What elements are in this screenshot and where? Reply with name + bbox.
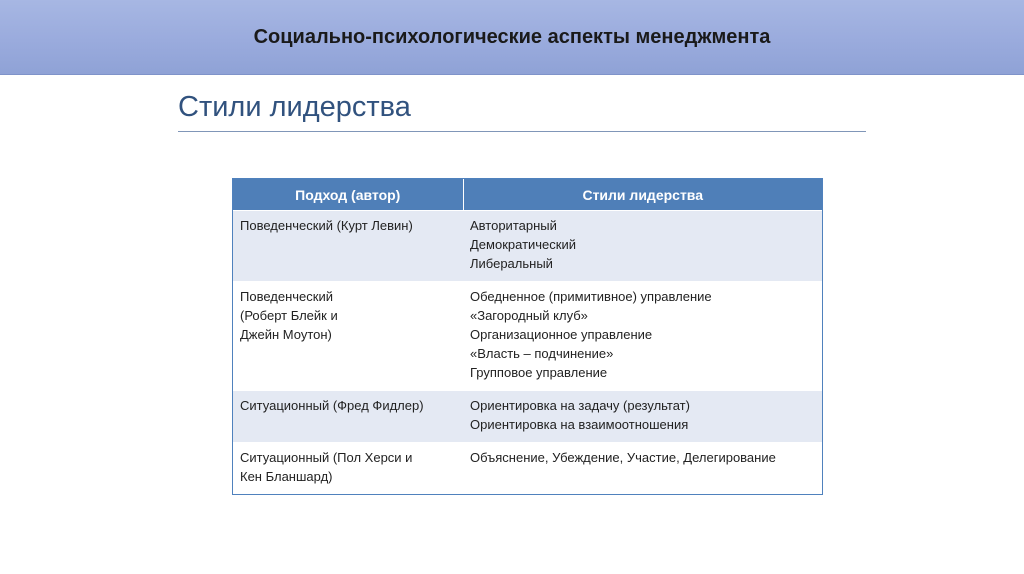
table-row <box>233 391 822 443</box>
styles-cell <box>463 443 822 495</box>
approach-cell <box>233 391 463 443</box>
styles-cell <box>463 282 822 391</box>
leadership-styles-table <box>232 178 823 495</box>
approach-line: Ситуационный (Фред Фидлер) <box>240 398 424 413</box>
style-line: Объяснение, Убеждение, Участие, Делегирование <box>470 450 776 465</box>
approach-line: Поведенческий (Курт Левин) <box>240 218 413 233</box>
approach-cell <box>233 443 463 495</box>
style-line: «Власть – подчинение» <box>470 346 614 361</box>
approach-cell <box>233 211 463 282</box>
styles-cell <box>463 211 822 282</box>
style-line: Групповое управление <box>470 365 608 380</box>
table-header-row <box>233 179 822 211</box>
style-line: Организационное управление <box>470 327 653 342</box>
approach-line: Ситуационный (Пол Херси и <box>240 450 413 465</box>
approach-cell <box>233 282 463 391</box>
style-line: Обедненное (примитивное) управление <box>470 289 712 304</box>
subtitle-divider <box>178 131 866 132</box>
table-row <box>233 443 822 495</box>
slide-subtitle: Стили лидерства <box>178 91 411 123</box>
style-line: Авторитарный <box>470 218 557 233</box>
column-header-approach: Подход (автор) <box>233 179 463 211</box>
approach-line: Кен Бланшард) <box>240 469 333 484</box>
approach-line: Поведенческий <box>240 289 333 304</box>
column-header-styles: Стили лидерства <box>463 179 822 211</box>
style-line: Ориентировка на задачу (результат) <box>470 398 690 413</box>
table-row <box>233 211 822 282</box>
style-line: «Загородный клуб» <box>470 308 588 323</box>
table-row <box>233 282 822 391</box>
style-line: Демократический <box>470 237 576 252</box>
header-band <box>0 0 1024 75</box>
approach-line: (Роберт Блейк и <box>240 308 338 323</box>
header-title: Социально-психологические аспекты менеджмента <box>253 26 771 48</box>
styles-cell <box>463 391 822 443</box>
style-line: Либеральный <box>470 256 553 271</box>
approach-line: Джейн Моутон) <box>240 327 332 342</box>
style-line: Ориентировка на взаимоотношения <box>470 417 689 432</box>
